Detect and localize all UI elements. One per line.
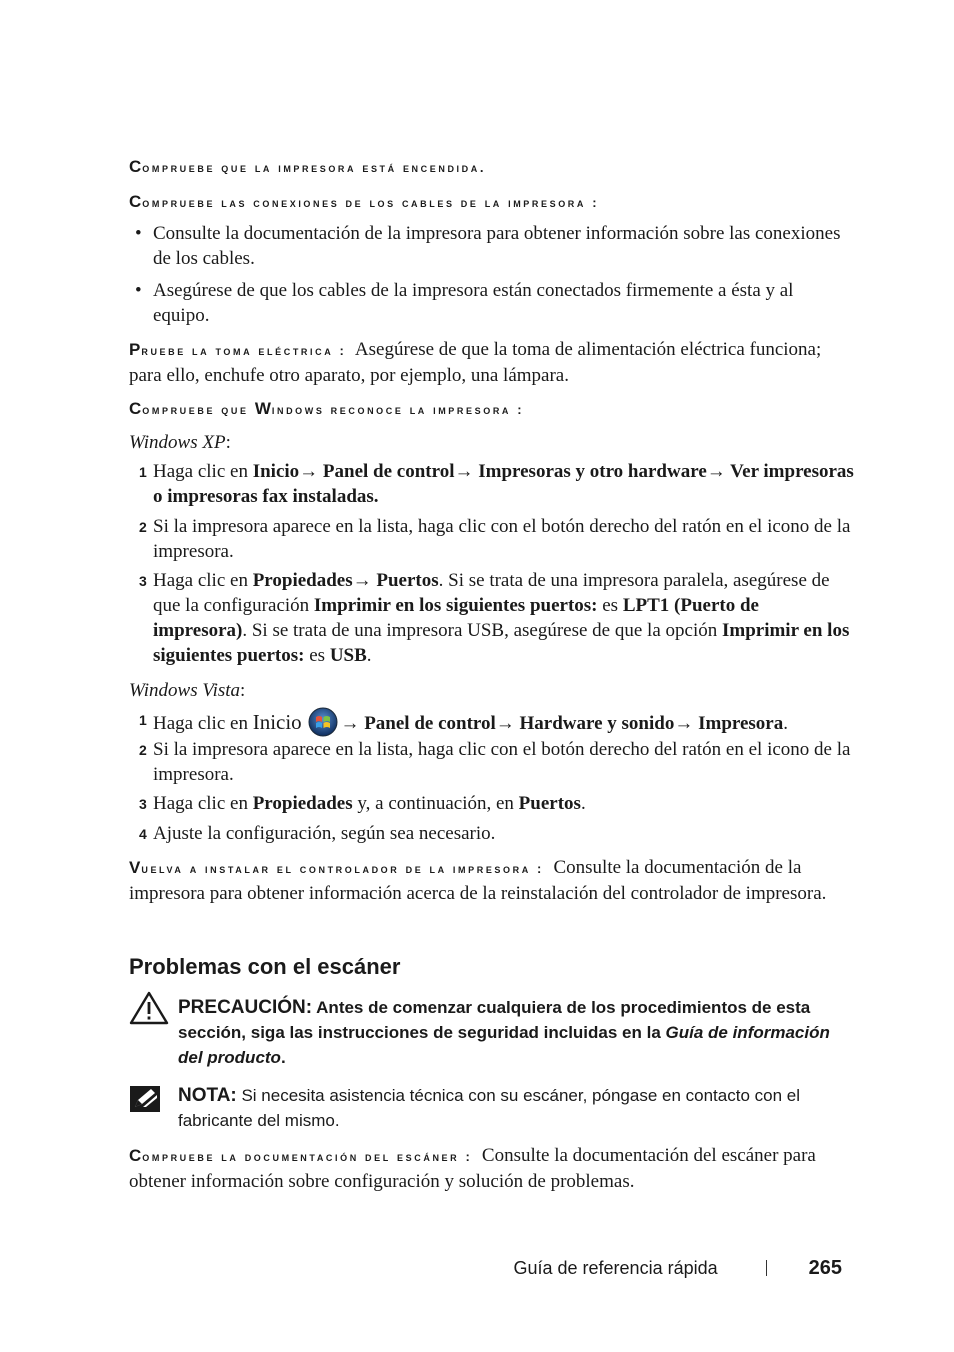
caution-box: PRECAUCIÓN: Antes de comenzar cualquiera de los procedimientos de esta sección, siga las instrucciones de seguridad incluidas en la Guía de información del producto. xyxy=(129,995,855,1070)
windows-start-icon xyxy=(308,707,338,737)
paragraph-reinstall-driver: Vuelva a instalar el controlador de la impresora : Consulte la documentación de la impresora para obtener información acerca de la reinstalación del controlador de impresora. xyxy=(129,857,827,904)
list-item: 3 Haga clic en Propiedades→ Puertos. Si se trata de una impresora paralela, asegúrese de que la configuración Imprimir en los siguientes puertos: es LPT1 (Puerto de impresora). Si se trata de una impresora USB, asegúrese de que la opción Imprimir en los siguientes puertos: es USB. xyxy=(139,570,850,666)
list-item: 1 Haga clic en Inicio → Panel de control→ Hardware y sonido→ Impresora. xyxy=(129,707,855,737)
footer-separator xyxy=(766,1260,767,1276)
page-number: 265 xyxy=(808,1257,842,1279)
heading-windows-recognizes: Compruebe que Windows reconoce la impresora : xyxy=(129,399,525,418)
footer-title: Guía de referencia rápida xyxy=(513,1258,718,1278)
note-box: NOTA: Si necesita asistencia técnica con su escáner, póngase en contacto con el fabricante del mismo. xyxy=(129,1083,855,1133)
windows-vista-label: Windows Vista: xyxy=(129,680,246,701)
windows-xp-label: Windows XP: xyxy=(129,432,231,453)
list-item: • Consulte la documentación de la impresora para obtener información sobre las conexiones de los cables. xyxy=(135,223,841,269)
note-pencil-icon xyxy=(129,1085,163,1113)
list-item: 2 Si la impresora aparece en la lista, haga clic con el botón derecho del ratón en el icono de la impresora. xyxy=(139,516,851,562)
list-item: 3 Haga clic en Propiedades y, a continuación, en Puertos. xyxy=(139,793,586,814)
warning-icon xyxy=(129,991,169,1025)
list-item: 2 Si la impresora aparece en la lista, haga clic con el botón derecho del ratón en el icono de la impresora. xyxy=(139,739,851,785)
page-footer xyxy=(513,1256,842,1281)
heading-cable-connections: Compruebe las conexiones de los cables de la impresora : xyxy=(129,192,600,211)
list-item: 4 Ajuste la configuración, según sea necesario. xyxy=(139,823,496,844)
heading-printer-on: Compruebe que la impresora está encendida. xyxy=(129,157,487,176)
section-title: Problemas con el escáner xyxy=(129,954,401,979)
paragraph-power-outlet: Pruebe la toma eléctrica : Asegúrese de que la toma de alimentación eléctrica funciona; para ello, enchufe otro aparato, por ejemplo, una lámpara. xyxy=(129,339,822,386)
paragraph-scanner-docs: Compruebe la documentación del escáner : Consulte la documentación del escáner para obtener información sobre configuración y solución de problemas. xyxy=(129,1145,816,1192)
list-item: 1 Haga clic en Inicio→ Panel de control→ Impresoras y otro hardware→ Ver impresoras o impresoras fax instaladas. xyxy=(139,461,854,507)
list-item: • Asegúrese de que los cables de la impresora están conectados firmemente a ésta y al equipo. xyxy=(135,280,794,326)
